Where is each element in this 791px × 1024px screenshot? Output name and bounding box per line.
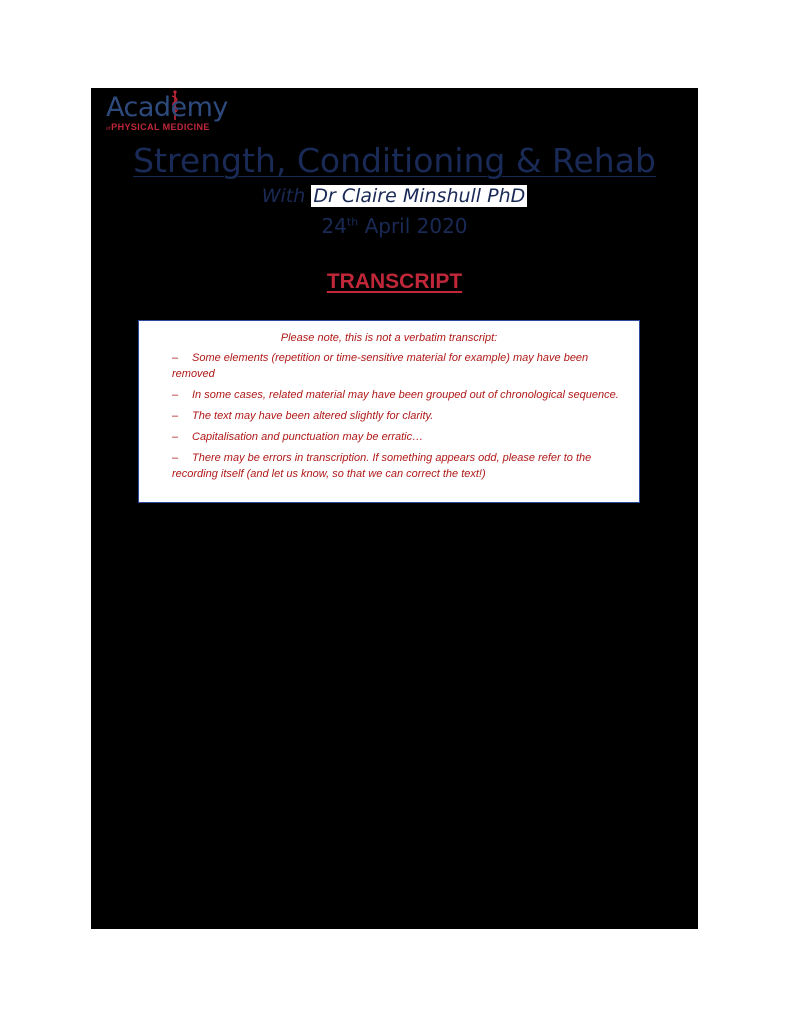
presenter-name: Dr Claire Minshull PhD [313,185,526,207]
list-item [172,429,625,445]
disclaimer-intro: Please note, this is not a verbatim transcript: [280,332,498,344]
date-rest: April 2020 [364,214,468,238]
dash-marker: – [172,410,179,422]
disclaimer-list [172,350,625,482]
list-item [172,408,625,424]
list-item-text: There may be errors in transcription. If something appears odd, please refer to the recording itself (and let us know, so that we can correct the text!) [172,452,592,480]
logo-tagline-text: PHYSICAL MEDICINE [111,122,210,132]
dash-marker: – [172,431,179,443]
dash-marker: – [172,352,179,364]
with-label: With [261,185,306,207]
list-item [172,387,625,403]
logo-tagline [106,122,210,134]
dash-marker: – [172,389,179,401]
dash-marker: – [172,452,179,464]
list-item-text: The text may have been altered slightly for clarity. [192,410,434,422]
transcript-heading: TRANSCRIPT [326,270,463,293]
disclaimer-box [138,320,640,503]
list-item [172,350,625,382]
logo-wordmark: Academy [106,92,228,123]
list-item-text: Capitalisation and punctuation may be erratic… [192,431,424,443]
academy-logo [106,93,241,135]
presenter-line [91,183,698,209]
date-day: 24 [321,214,347,238]
session-date [91,212,698,240]
page-title: Strength, Conditioning & Rehab [133,141,656,180]
list-item [172,450,625,482]
cover-sheet [91,88,698,929]
list-item-text: Some elements (repetition or time-sensitive material for example) may have been removed [172,352,589,380]
date-suffix: th [346,215,359,229]
logo-of: of [106,126,111,132]
list-item-text: In some cases, related material may have been grouped out of chronological sequence. [192,389,619,401]
